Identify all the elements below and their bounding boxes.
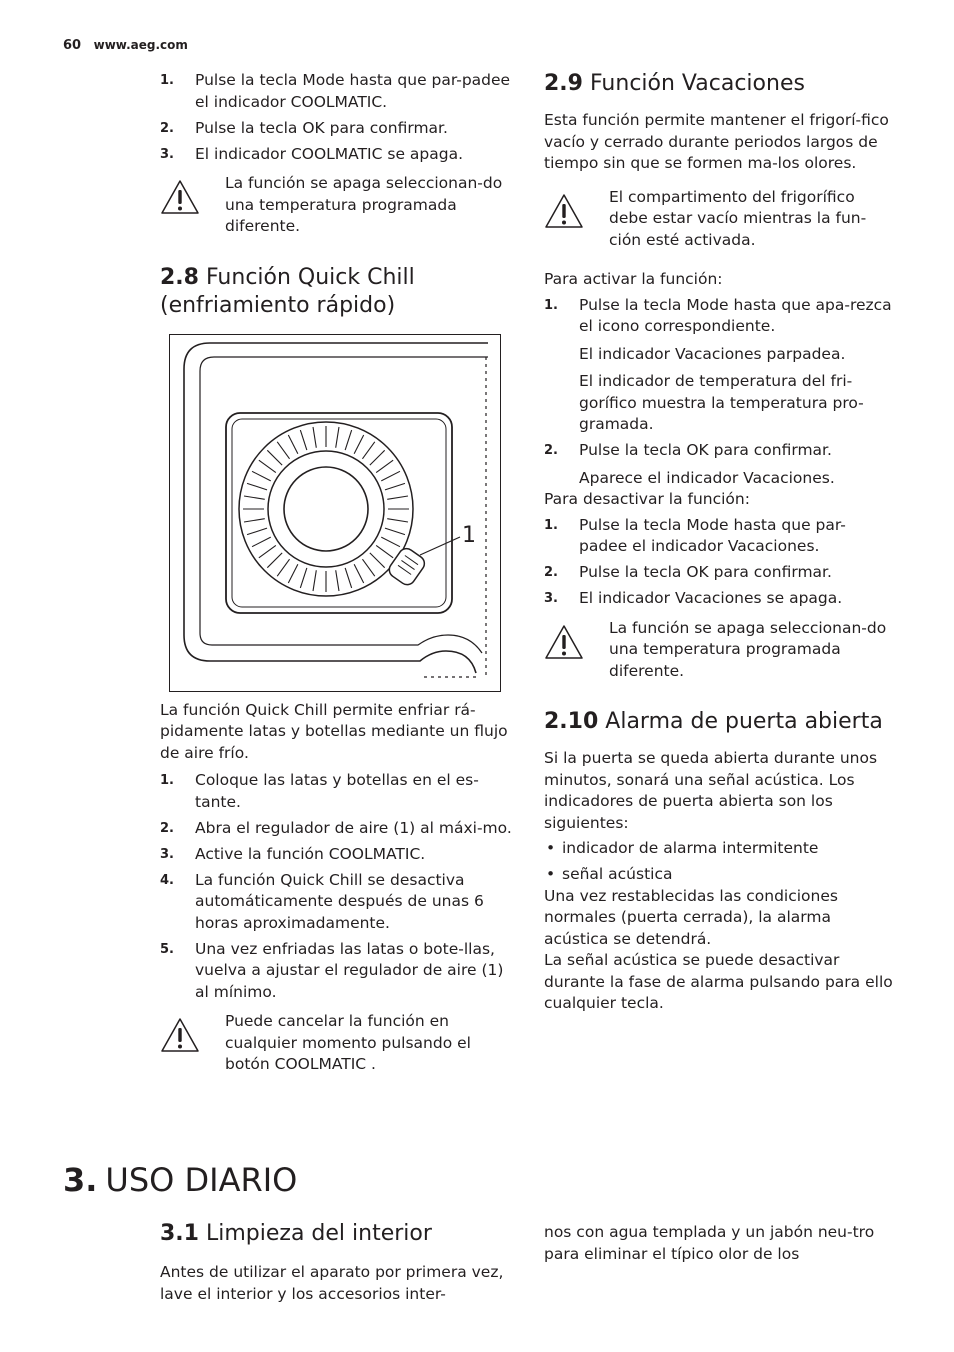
quick-chill-description: La función Quick Chill permite enfriar rá-pidamente latas y botellas mediante un flujo de aire frío. xyxy=(160,700,508,762)
step-text: Pulse la tecla OK para confirmar. xyxy=(195,118,448,137)
warning-text: La función se apaga seleccionan-do una temperatura programada diferente. xyxy=(225,174,503,235)
step-text: Pulse la tecla Mode hasta que apa-rezca el icono correspondiente. xyxy=(579,295,892,335)
alarm-restore-text: Una vez restablecidas las condiciones normales (puerta cerrada), la alarma acústica se detendrá. xyxy=(544,886,838,948)
section-title: Limpieza del interior xyxy=(205,1221,432,1246)
list-item xyxy=(160,939,512,1004)
right-column xyxy=(544,70,894,1015)
list-item xyxy=(544,440,894,489)
cleaning-text-left: Antes de utilizar el aparato por primera vez, lave el interior y los accesorios inter- xyxy=(160,1263,504,1303)
chapter-heading xyxy=(63,1160,297,1200)
page-header xyxy=(63,38,188,53)
chapter-number: 3. xyxy=(63,1161,98,1199)
step-text: Pulse la tecla Mode hasta que par-padee el indicador COOLMATIC. xyxy=(195,71,511,111)
step-number: 4. xyxy=(160,872,174,888)
activate-label: Para activar la función: xyxy=(544,270,723,288)
section-title: Función Vacaciones xyxy=(589,71,805,96)
deactivate-steps xyxy=(544,515,894,610)
step-number: 3. xyxy=(544,591,558,606)
step-number: 1. xyxy=(160,73,174,88)
vacation-description: Esta función permite mantener el frigorí-fico vacío y cerrado durante periodos largos de tiempo sin que se formen ma-los olores. xyxy=(544,111,889,172)
step-text: Una vez enfriadas las latas o bote-llas, vuelva a ajustar el regulador de aire (1) al mínimo. xyxy=(195,939,504,1001)
warning-note xyxy=(544,618,894,683)
list-item xyxy=(160,770,512,813)
step-note: Aparece el indicador Vacaciones. xyxy=(579,468,835,487)
step-text: La función Quick Chill se desactiva automáticamente después de unas 6 horas aproximadamente. xyxy=(195,870,484,932)
step-text: El indicador Vacaciones se apaga. xyxy=(579,589,843,607)
section-3-1-continued xyxy=(544,1222,894,1265)
step-number: 1. xyxy=(544,297,558,313)
warning-note xyxy=(160,1011,512,1076)
warning-text: Puede cancelar la función en cualquier momento pulsando el botón COOLMATIC . xyxy=(225,1012,471,1073)
warning-icon xyxy=(544,193,584,229)
step-text: Abra el regulador de aire (1) al máxi-mo. xyxy=(195,818,512,837)
step-text: Pulse la tecla Mode hasta que par-padee el indicador Vacaciones. xyxy=(579,515,846,555)
site-url[interactable]: www.aeg.com xyxy=(93,38,188,52)
step-number: 3. xyxy=(160,146,174,162)
list-item xyxy=(160,870,512,935)
list-item xyxy=(160,818,512,840)
section-heading-3-1 xyxy=(160,1220,512,1248)
air-regulator-illustration xyxy=(170,335,502,693)
callout-label: 1 xyxy=(462,522,476,548)
warning-text: El compartimento del frigorífico debe estar vacío mientras la fun-ción esté activada. xyxy=(609,187,867,249)
warning-icon xyxy=(160,179,200,215)
step-number: 2. xyxy=(160,120,174,136)
deactivate-label: Para desactivar la función: xyxy=(544,490,750,508)
cleaning-text-right: nos con agua templada y un jabón neu-tro para eliminar el típico olor de los xyxy=(544,1223,875,1263)
list-item xyxy=(160,844,512,866)
warning-note xyxy=(544,187,894,252)
section-number: 2.8 xyxy=(160,264,199,290)
air-regulator-figure xyxy=(169,334,501,692)
section-number: 3.1 xyxy=(160,1221,199,1246)
warning-note xyxy=(160,173,512,238)
step-number: 2. xyxy=(544,565,558,580)
step-number: 1. xyxy=(160,773,174,788)
step-text: Pulse la tecla OK para confirmar. xyxy=(579,563,832,581)
activate-steps xyxy=(544,295,894,490)
section-heading-2-8 xyxy=(160,264,512,320)
section-heading-2-9 xyxy=(544,70,894,98)
intro-steps-list xyxy=(160,70,512,165)
section-3-1 xyxy=(160,1220,512,1305)
left-column xyxy=(160,70,512,1076)
section-heading-2-10 xyxy=(544,708,894,736)
list-item xyxy=(544,295,894,436)
list-item xyxy=(544,562,894,584)
step-number: 5. xyxy=(160,941,174,957)
step-text: Active la función COOLMATIC. xyxy=(195,844,426,863)
step-note: El indicador de temperatura del fri-gorífico muestra la temperatura pro-gramada. xyxy=(579,372,864,433)
section-number: 2.9 xyxy=(544,71,583,96)
step-number: 2. xyxy=(160,820,174,836)
section-title: Función Quick Chill (enfriamiento rápido) xyxy=(160,264,415,318)
step-number: 1. xyxy=(544,517,558,533)
list-item xyxy=(160,144,512,166)
chapter-title: USO DIARIO xyxy=(105,1161,298,1199)
list-item xyxy=(544,515,894,558)
alarm-disable-text: La señal acústica se puede desactivar durante la fase de alarma pulsando para ello cualquier tecla. xyxy=(544,951,893,1012)
section-title: Alarma de puerta abierta xyxy=(605,709,883,734)
step-text: Coloque las latas y botellas en el es-tante. xyxy=(195,771,479,811)
alarm-bullets xyxy=(544,838,894,886)
step-note: El indicador Vacaciones parpadea. xyxy=(579,344,846,363)
list-item xyxy=(160,118,512,140)
list-item xyxy=(544,588,894,610)
warning-icon xyxy=(160,1017,200,1053)
step-text: El indicador COOLMATIC se apaga. xyxy=(195,144,464,163)
step-number: 3. xyxy=(160,846,174,862)
list-item xyxy=(160,70,512,113)
quick-chill-steps xyxy=(160,770,512,1003)
warning-icon xyxy=(544,624,584,660)
warning-text: La función se apaga seleccionan-do una temperatura programada diferente. xyxy=(609,618,887,680)
page-number: 60 xyxy=(63,38,82,53)
alarm-description: Si la puerta se queda abierta durante unos minutos, sonará una señal acústica. Los indicadores de puerta abierta son los siguientes: xyxy=(544,749,878,832)
step-text: Pulse la tecla OK para confirmar. xyxy=(579,441,832,459)
section-number: 2.10 xyxy=(544,709,599,734)
step-number: 2. xyxy=(544,443,558,458)
list-item: • señal acústica xyxy=(544,864,894,886)
list-item: • indicador de alarma intermitente xyxy=(544,838,894,860)
